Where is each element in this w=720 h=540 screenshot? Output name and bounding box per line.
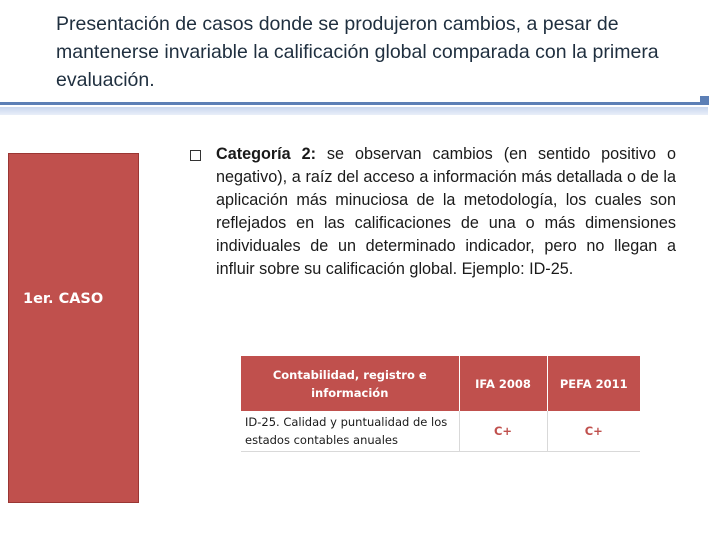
header-ifa-2008: IFA 2008: [459, 356, 547, 411]
row-indicator-label: ID-25. Calidad y puntualidad de los estados contables anuales: [241, 411, 459, 452]
case-label: 1er. CASO: [23, 291, 104, 307]
row-ifa-grade: C+: [459, 411, 547, 452]
rating-table: [241, 356, 640, 452]
bullet-paragraph: [216, 143, 676, 281]
table-header-row: [241, 356, 640, 411]
table-row: [241, 411, 640, 452]
row-pefa-grade: C+: [547, 411, 640, 452]
decorative-corner-square: [700, 96, 709, 105]
title-underline-rule: [0, 102, 700, 105]
header-category: Contabilidad, registro e información: [241, 356, 459, 411]
slide-title: Presentación de casos donde se produjeron cambios, a pesar de mantenerse invariable la calificación global comparada con la primera evaluación.: [56, 13, 659, 91]
title-shadow-bar: [0, 107, 708, 115]
case-panel: [8, 153, 139, 503]
bullet-text: se observan cambios (en sentido positivo o negativo), a raíz del acceso a información más detallada o de la aplicación más minuciosa de la metodología, los cuales son reflejados en las calificaciones de una o más dimensiones individuales de un determinado indicador, pero no llegan a influir sobre su calificación global. Ejemplo: ID-25.: [216, 145, 676, 278]
bullet-lead: Categoría 2:: [216, 145, 316, 163]
header-pefa-2011: PEFA 2011: [547, 356, 640, 411]
square-bullet-icon: [190, 150, 201, 161]
